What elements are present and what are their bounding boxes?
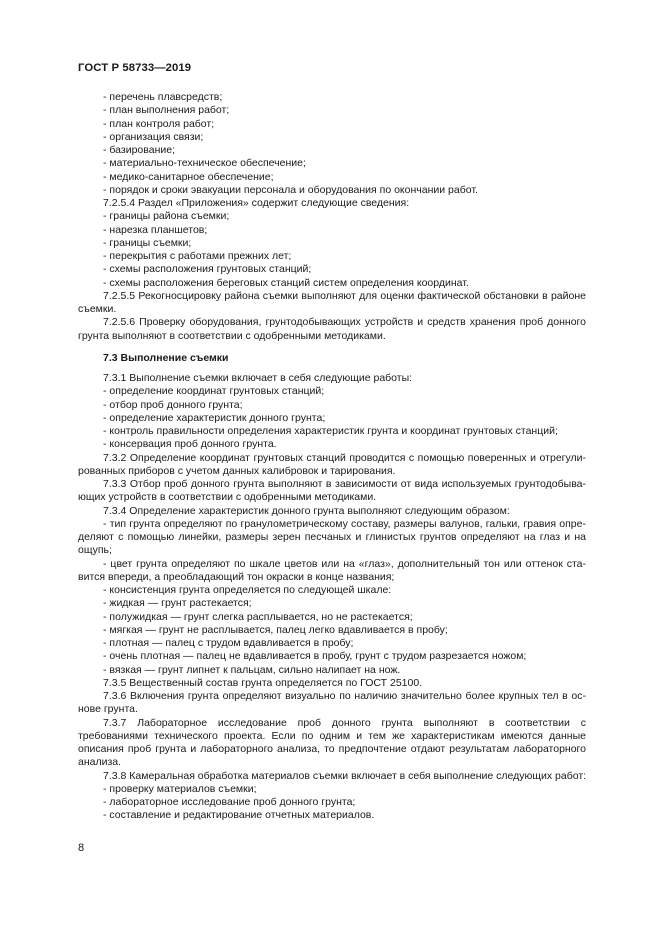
list-item: - вязкая — грунт липнет к пальцам, сильно налипает на нож.	[103, 663, 401, 676]
list-item: - порядок и сроки эвакуации персонала и оборудования по окончании работ.	[103, 183, 478, 196]
list-item: - схемы расположения грунтовых станций;	[103, 263, 312, 276]
list-item: - отбор проб донного грунта;	[103, 398, 243, 411]
paragraph-7-3-4: 7.3.4 Определение характеристик донного грунта выполняют следующим образом:	[103, 504, 510, 517]
list-item: - перекрытия с работами прежних лет;	[103, 250, 292, 262]
page-number: 8	[78, 842, 85, 854]
list-item: - границы съемки;	[103, 236, 192, 249]
paragraph-7-3-4-type: - тип грунта определяют по гранулометрическому составу, размеры валунов, гальки, гравия опре-деляют с помощью линейки, размеры зерен песчаных и глинистых грунтов определяют на глаз и на ощупь;	[78, 517, 586, 557]
list-item: - план выполнения работ;	[103, 104, 230, 117]
paragraph-7-3-4-color: - цвет грунта определяют по шкале цветов или на «глаз», дополнительный тон или оттенок ста-вится впереди, а преобладающий тон окраски в конце названия;	[78, 557, 586, 583]
list-item: - лабораторное исследование проб донного грунта;	[103, 796, 356, 808]
paragraph-7-3-6: 7.3.6 Включения грунта определяют визуально по наличию значительно более крупных тел в ос-нове грунта.	[78, 690, 586, 716]
list-item: - границы района съемки;	[103, 210, 230, 223]
list-item: - проверку материалов съемки;	[103, 782, 257, 795]
list-item: - консистенция грунта определяется по следующей шкале:	[103, 584, 392, 596]
list-item: - план контроля работ;	[103, 117, 215, 130]
list-item: - схемы расположения береговых станций систем определения координат.	[103, 276, 469, 289]
list-item: - полужидкая — грунт слегка расплывается, но не растекается;	[103, 610, 413, 623]
list-item: - составление и редактирование отчетных материалов.	[103, 809, 375, 822]
paragraph-7-3-2: 7.3.2 Определение координат грунтовых станций проводится с помощью поверенных и отрегули-рованных приборов с учетом данных калибровок и тарирования.	[78, 451, 586, 477]
list-item: - нарезка планшетов;	[103, 223, 208, 236]
list-item: - медико-санитарное обеспечение;	[103, 170, 274, 183]
paragraph-7-2-5-4: 7.2.5.4 Раздел «Приложения» содержит следующие сведения:	[103, 197, 410, 209]
list-item: - базирование;	[103, 144, 175, 156]
list-item: - материально-техническое обеспечение;	[103, 157, 306, 170]
paragraph-7-3-5: 7.3.5 Вещественный состав грунта определяется по ГОСТ 25100.	[103, 676, 423, 689]
list-item: - мягкая — грунт не расплывается, палец легко вдавливается в пробу;	[103, 623, 448, 636]
list-item: - определение координат грунтовых станций;	[103, 385, 325, 398]
list-item: - контроль правильности определения характеристик грунта и координат грунтовых станций;	[103, 425, 558, 437]
list-item: - жидкая — грунт растекается;	[103, 597, 252, 610]
paragraph-7-2-5-6: 7.2.5.6 Проверку оборудования, грунтодобывающих устройств и средств хранения проб донного грунта выполняют в соответствии с одобренными методиками.	[78, 316, 586, 342]
list-item: - перечень плавсредств;	[103, 91, 223, 103]
document-header: ГОСТ Р 58733—2019	[78, 62, 192, 74]
list-item: - очень плотная — палец не вдавливается в пробу, грунт с трудом разрезается ножом;	[103, 650, 527, 663]
document-body	[78, 91, 586, 823]
paragraph-7-3-1: 7.3.1 Выполнение съемки включает в себя следующие работы:	[103, 372, 413, 384]
paragraph-7-2-5-5: 7.2.5.5 Рекогносцировку района съемки выполняют для оценки фактической обстановки в районе съемки.	[78, 289, 586, 315]
paragraph-7-3-3: 7.3.3 Отбор проб донного грунта выполняют в зависимости от вида используемых грунтодобыва-ющих устройств в соответствии с одобренными методиками.	[78, 478, 586, 504]
section-heading-7-3: 7.3 Выполнение съемки	[103, 351, 229, 364]
list-item: - консервация проб донного грунта.	[103, 438, 277, 451]
list-item: - плотная — палец с трудом вдавливается в пробу;	[103, 637, 354, 649]
list-item: - организация связи;	[103, 130, 204, 143]
list-item: - определение характеристик донного грунта;	[103, 411, 326, 424]
paragraph-7-3-8: 7.3.8 Камеральная обработка материалов съемки включает в себя выполнение следующих работ:	[103, 769, 587, 782]
paragraph-7-3-7: 7.3.7 Лабораторное исследование проб донного грунта выполняют в соответствии с требованиями технического проекта. Если по одним и тем же характеристикам имеются данные описания проб грунта и лабораторного анализа, то предпочтение отдают результатам лабораторного анализа.	[78, 716, 586, 769]
